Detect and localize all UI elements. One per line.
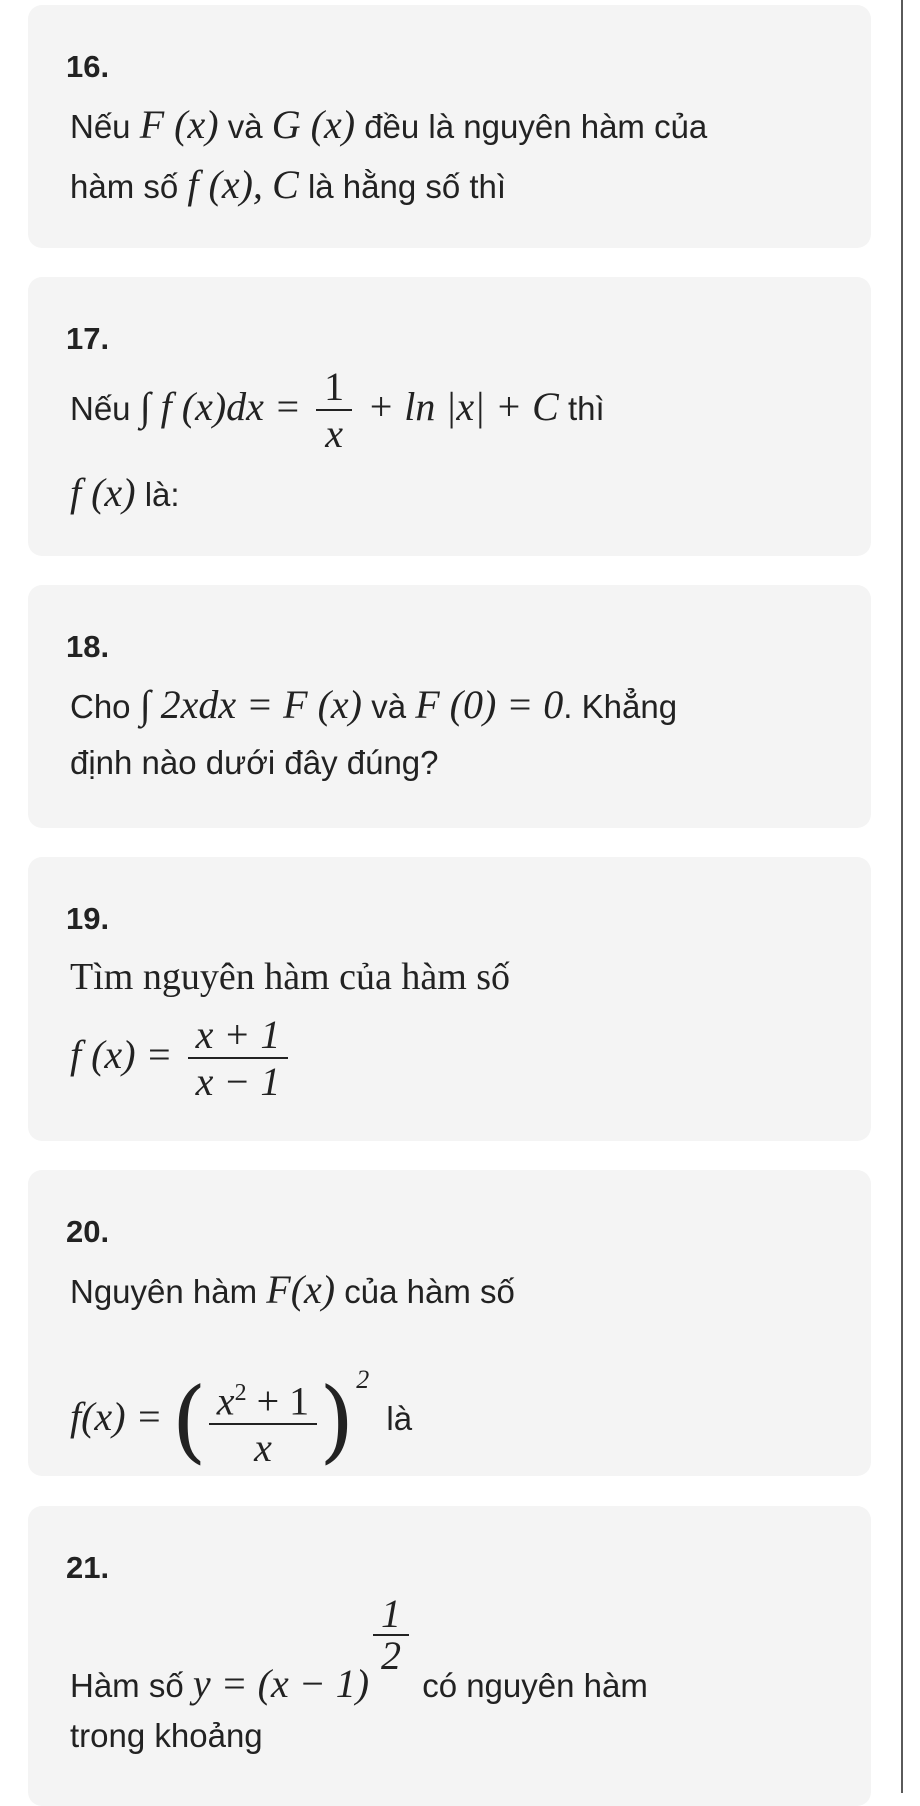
question-number: 17.	[66, 321, 110, 356]
math-integral: ∫ 2xdx = F (x)	[139, 682, 363, 727]
fraction: $\frac{x + 1}{x - 1}$	[188, 1013, 289, 1105]
question-number: 18.	[66, 629, 110, 664]
question-card-16[interactable]	[28, 5, 871, 248]
math-rest: + ln |x| + C	[367, 384, 559, 429]
question-card-18[interactable]	[28, 585, 871, 828]
math-condition: F (0) = 0	[415, 682, 564, 727]
question-text-line-1: Cho ∫ 2xdx = F (x) và F (0) = 0. Khẳng	[70, 682, 678, 727]
question-number: 21.	[66, 1550, 110, 1585]
exponent-fraction: $\frac{1}{2}$	[373, 1594, 409, 1676]
scroll-edge	[901, 0, 903, 1793]
question-text-line-2: f (x) là:	[70, 470, 180, 515]
question-number: 19.	[66, 901, 110, 936]
math-expression: y = (x − 1)	[192, 1661, 370, 1706]
question-text-line-2: hàm số f (x), C là hằng số thì	[70, 162, 507, 207]
question-text-line-1: Nguyên hàm F(x) của hàm số	[70, 1267, 515, 1312]
question-card-21[interactable]	[28, 1506, 871, 1806]
math-F: F (x)	[139, 102, 219, 147]
fraction: $\frac{1}{x}$	[316, 365, 352, 457]
question-card-17[interactable]	[28, 277, 871, 556]
question-text-line-1: Tìm nguyên hàm của hàm số	[70, 956, 511, 998]
math-C: C	[272, 162, 299, 207]
question-text-line-2: f(x) = ( $\frac{x^2 + 1}{x}$ )$^2$ là	[70, 1365, 413, 1474]
left-paren: (	[171, 1368, 207, 1474]
math-G: G (x)	[271, 102, 356, 147]
question-text-line-2: định nào dưới đây đúng?	[70, 744, 439, 781]
right-paren: )	[319, 1368, 355, 1474]
question-number: 16.	[66, 49, 110, 84]
math-f: f (x),	[187, 162, 263, 207]
outer-exponent: 2	[356, 1365, 370, 1394]
question-text-line-2	[70, 1005, 294, 1107]
question-text-line-1: Nếu F (x) và G (x) đều là nguyên hàm của	[70, 102, 708, 147]
math-lhs: f(x) =	[70, 1394, 163, 1439]
question-text-line-1: Nếu ∫ f (x)dx = $\frac{1}{x}$ + ln |x| + C thì	[70, 364, 605, 457]
fraction: $\frac{x^2 + 1}{x}$	[209, 1371, 317, 1471]
math-fx: f (x)	[70, 470, 136, 515]
question-number: 20.	[66, 1214, 110, 1249]
question-card-19[interactable]	[28, 857, 871, 1141]
question-text-line-1: Hàm số y = (x − 1) $\frac{1}{2}$ có nguyên hàm	[70, 1591, 648, 1706]
math-integral: ∫ f (x)dx =	[139, 384, 301, 429]
question-card-20[interactable]	[28, 1170, 871, 1476]
math-F: F(x)	[266, 1267, 336, 1312]
question-text-line-2: trong khoảng	[70, 1717, 263, 1754]
math-lhs: f (x) =	[70, 1032, 173, 1077]
